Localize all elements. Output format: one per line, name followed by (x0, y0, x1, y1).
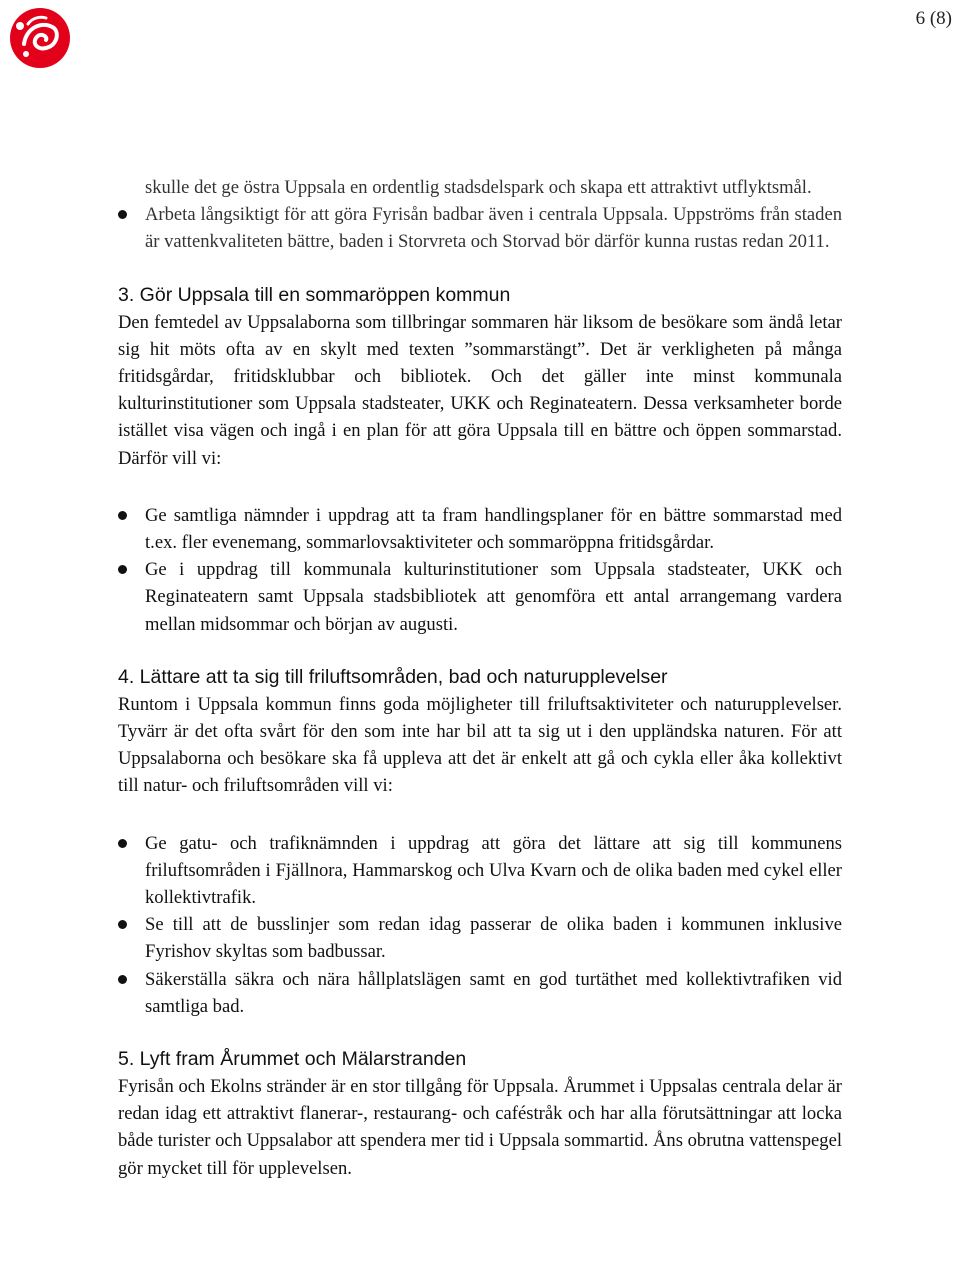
list-item-text: Ge i uppdrag till kommunala kulturinstitutioner som Uppsala stadsteater, UKK och Reginateatern samt Uppsala stadsbibliotek att genomföra ett antal arrangemang vardera mellan midsommar och början av augusti. (145, 559, 842, 635)
intro-block (118, 174, 842, 256)
list-item (118, 502, 842, 556)
list-item (118, 556, 842, 638)
bullet-icon (118, 975, 127, 984)
page-number: 6 (8) (915, 8, 952, 29)
section-5-paragraph: Fyrisån och Ekolns stränder är en stor tillgång för Uppsala. Årummet i Uppsalas centrala delar är redan idag ett attraktivt flanerar-, restaurang- och caféstråk och har alla förutsättningar att locka både turister och Uppsalabor att spendera mer tid i Uppsala sommartid. Åns obrutna vattenspegel gör mycket till för upplevelsen. (118, 1076, 842, 1179)
list-item (118, 201, 842, 255)
list-item-text: Se till att de busslinjer som redan idag passerar de olika baden i kommunen inklusive Fyrishov skyltas som badbussar. (145, 914, 842, 963)
bullet-icon (118, 839, 127, 848)
document-body (118, 174, 842, 1182)
section-4-bullet-list (118, 830, 842, 1020)
list-item (118, 966, 842, 1020)
list-item-text: Ge gatu- och trafiknämnden i uppdrag att göra det lättare att sig till kommunens friluftsområden i Fjällnora, Hammarskog och Ulva Kvarn och de olika baden med cykel eller kollektivtrafik. (145, 832, 842, 909)
section-5-heading: 5. Lyft fram Årummet och Mälarstranden (118, 1048, 467, 1071)
list-item-text: Ge samtliga nämnder i uppdrag att ta fram handlingsplaner för en bättre sommarstad med t.ex. fler evenemang, sommarlovsaktiviteter och sommaröppna fritidsgårdar. (145, 504, 842, 554)
bullet-icon (118, 565, 127, 574)
intro-continuation: skulle det ge östra Uppsala en ordentlig stadsdelspark och skapa ett attraktivt utflyktsmål. (145, 177, 812, 198)
bullet-icon (118, 511, 127, 520)
section-3-bullet-list (118, 502, 842, 638)
list-item (118, 911, 842, 965)
list-item (118, 830, 842, 912)
section-3-paragraph: Den femtedel av Uppsalaborna som tillbringar sommaren här liksom de besökare som ändå letar sig hit möts ofta av en skylt med texten ”sommarstängt”. Det är verkligheten på många fritidsgårdar, fritidsklubbar och bibliotek. Och det gäller inte minst kommunala kulturinstitutioner som Uppsala stadsteater, UKK och Reginateatern. Dessa verksamheter borde istället visa vägen och ingå i en plan för att göra Uppsala till en bättre och öppen sommarstad. Därför vill vi: (118, 311, 842, 469)
section-4-heading: 4. Lättare att ta sig till friluftsområden, bad och naturupplevelser (118, 665, 668, 688)
list-item-text: Säkerställa säkra och nära hållplatslägen samt en god turtäthet med kollektivtrafiken vid samtliga bad. (145, 968, 842, 1017)
bullet-icon (118, 210, 127, 219)
list-item-text: Arbeta långsiktigt för att göra Fyrisån badbar även i centrala Uppsala. Uppströms från staden är vattenkvaliteten bättre, baden i Storvreta och Storvad bör därför kunna rustas redan 2011. (145, 204, 842, 253)
bullet-icon (118, 920, 127, 929)
rose-logo-icon (6, 4, 74, 72)
intro-bullet-list (118, 201, 842, 255)
section-3-heading: 3. Gör Uppsala till en sommaröppen kommun (118, 283, 511, 306)
section-4-paragraph: Runtom i Uppsala kommun finns goda möjligheter till friluftsaktiviteter och naturupplevelser. Tyvärr är det ofta svårt för den som inte har bil att ta sig ut i den uppländska naturen. För att Uppsalaborna och besökare ska få uppleva att det är enkelt att gå och cykla eller åka kollektivt till natur- och friluftsområden vill vi: (118, 693, 842, 797)
